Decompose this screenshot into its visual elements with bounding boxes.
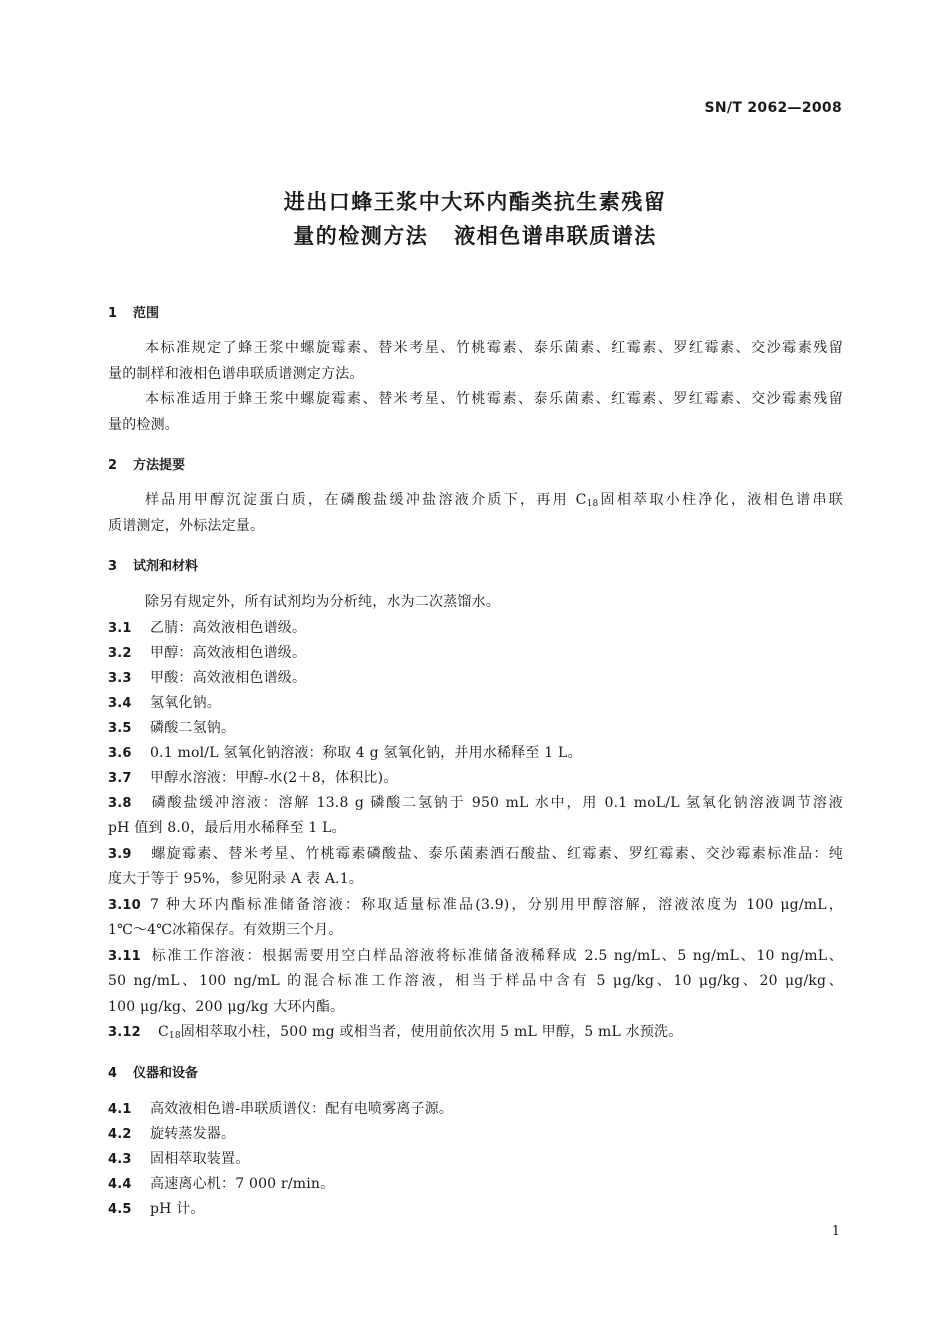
- section-3-heading: 3 试剂和材料: [108, 559, 199, 574]
- item-3-11-line-1: 3.11 标准工作溶液：根据需要用空白样品溶液将标准储备液稀释成 2.5 ng/mL、5 ng/mL、10 ng/mL、: [108, 948, 843, 964]
- section-1-para-2-line-2: 量的检测。: [108, 417, 179, 433]
- item-3-11-line-2: 50 ng/mL、100 ng/mL 的混合标准工作溶液，相当于样品中含有 5 μg/kg、10 μg/kg、20 μg/kg、: [108, 973, 843, 989]
- item-3-10-line-1: 3.10 7 种大环内酯标准储备溶液：称取适量标准品(3.9)，分别用甲醇溶解，溶液浓度为 100 μg/mL，: [108, 897, 843, 913]
- item-3-8-line-2: pH 值到 8.0，最后用水稀释至 1 L。: [108, 820, 346, 836]
- item-4-4: 4.4 高速离心机：7 000 r/min。: [108, 1176, 335, 1192]
- item-3-1: 3.1 乙腈：高效液相色谱级。: [108, 620, 307, 636]
- item-3-9-line-2: 度大于等于 95%，参见附录 A 表 A.1。: [108, 871, 364, 887]
- item-3-11-line-3: 100 μg/kg、200 μg/kg 大环内酯。: [108, 999, 345, 1015]
- section-1-para-1-line-1: 本标准规定了蜂王浆中螺旋霉素、替米考星、竹桃霉素、泰乐菌素、红霉素、罗红霉素、交沙霉素残留: [145, 340, 843, 356]
- document-title-line-2: [0, 220, 950, 250]
- section-2-para-line-1: 样品用甲醇沉淀蛋白质，在磷酸盐缓冲盐溶液介质下，再用 $C_{18}$固相萃取小柱净化，液相色谱串联: [145, 492, 843, 509]
- item-3-12: 3.12 $C_{18}$固相萃取小柱，500 mg 或相当者，使用前依次用 5 mL 甲醇，5 mL 水预洗。: [108, 1024, 683, 1041]
- item-4-5: 4.5 pH 计。: [108, 1201, 205, 1217]
- title-part-b: 液相色谱串联质谱法: [454, 224, 657, 248]
- section-1-para-2-line-1: 本标准适用于蜂王浆中螺旋霉素、替米考星、竹桃霉素、泰乐菌素、红霉素、罗红霉素、交沙霉素残留: [145, 391, 843, 407]
- page-number: 1: [831, 1224, 840, 1239]
- section-1-heading: 1 范围: [108, 306, 160, 321]
- section-2-para-line-2: 质谱测定，外标法定量。: [108, 518, 265, 534]
- item-3-5: 3.5 磷酸二氢钠。: [108, 720, 236, 736]
- item-3-10-line-2: 1℃～4℃冰箱保存。有效期三个月。: [108, 922, 343, 938]
- section-1-para-1-line-2: 量的制样和液相色谱串联质谱测定方法。: [108, 366, 364, 382]
- item-4-2: 4.2 旋转蒸发器。: [108, 1126, 236, 1142]
- title-part-a: 量的检测方法: [293, 224, 429, 248]
- item-3-4: 3.4 氢氧化钠。: [108, 695, 221, 711]
- standard-code: SN/T 2062—2008: [704, 100, 842, 116]
- document-title-line-1: 进出口蜂王浆中大环内酯类抗生素残留: [283, 190, 667, 214]
- item-3-9-line-1: 3.9 螺旋霉素、替米考星、竹桃霉素磷酸盐、泰乐菌素酒石酸盐、红霉素、罗红霉素、交沙霉素标准品：纯: [108, 846, 843, 862]
- section-2-heading: 2 方法提要: [108, 458, 186, 473]
- item-4-3: 4.3 固相萃取装置。: [108, 1151, 250, 1167]
- section-3-intro: 除另有规定外，所有试剂均为分析纯，水为二次蒸馏水。: [145, 594, 500, 610]
- item-3-2: 3.2 甲醇：高效液相色谱级。: [108, 645, 307, 661]
- item-3-7: 3.7 甲醇水溶液：甲醇-水(2＋8，体积比)。: [108, 770, 398, 786]
- item-3-6: 3.6 0.1 mol/L 氢氧化钠溶液：称取 4 g 氢氧化钠，并用水稀释至 1 L。: [108, 745, 582, 761]
- section-4-heading: 4 仪器和设备: [108, 1066, 199, 1081]
- item-3-8-line-1: 3.8 磷酸盐缓冲溶液：溶解 13.8 g 磷酸二氢钠于 950 mL 水中，用 0.1 moL/L 氢氧化钠溶液调节溶液: [108, 795, 843, 811]
- item-3-3: 3.3 甲酸：高效液相色谱级。: [108, 670, 307, 686]
- item-4-1: 4.1 高效液相色谱-串联质谱仪：配有电喷雾离子源。: [108, 1101, 454, 1117]
